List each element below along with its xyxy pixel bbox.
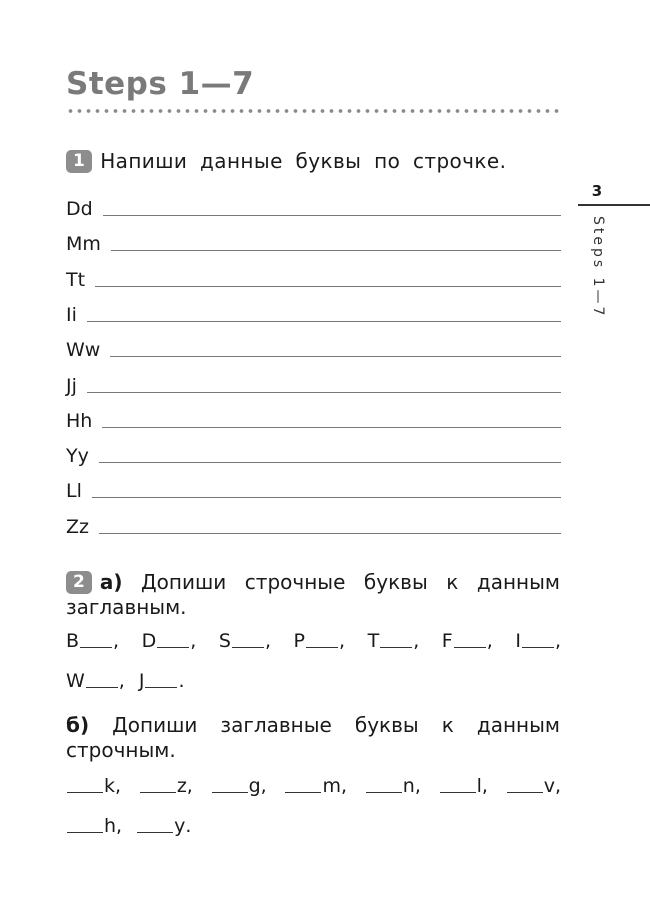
punctuation: , [414,775,421,797]
task-2a-label: а) [99,570,123,594]
fill-blank-item [139,670,185,692]
fill-blank-item [142,630,197,652]
given-letter: l [476,775,482,797]
punctuation: . [185,815,192,837]
fill-blank-item [66,630,119,652]
side-divider [578,204,650,206]
letter-row [66,367,561,397]
writing-line[interactable] [95,286,561,287]
side-section-label: Steps 1—7 [590,216,606,319]
writing-line[interactable] [110,356,561,357]
given-letter: W [66,670,85,692]
writing-line[interactable] [99,533,561,534]
given-letter: k [104,775,116,797]
task-2b-instruction [66,713,560,763]
letter-row [66,402,561,432]
fill-blank-item [515,630,561,652]
letter-pair: Ww [66,339,101,362]
fill-blank-item [66,670,125,692]
letter-row [66,331,561,361]
letter-pair: Jj [66,374,77,397]
dotted-divider [66,108,562,114]
writing-line[interactable] [87,321,561,322]
given-letter: n [402,775,415,797]
fill-blank-item [136,815,191,837]
writing-line[interactable] [99,462,561,463]
fill-blank-item [365,775,421,797]
fill-blank-item [506,775,561,797]
blank-line[interactable] [212,791,248,793]
writing-line[interactable] [92,497,561,498]
letter-pair: Ll [66,480,82,503]
blank-line[interactable] [145,686,177,688]
side-page-number: 3 [591,182,603,200]
fill-blank-item [439,775,488,797]
fill-blank-item [66,815,122,837]
given-letter: D [141,630,157,652]
given-letter: z [176,775,187,797]
task-2b-row-1 [66,775,561,797]
punctuation: , [260,775,267,797]
blank-line[interactable] [67,791,103,793]
given-letter: y [174,815,186,837]
letter-pair: Mm [66,233,101,256]
blank-line[interactable] [86,686,118,688]
punctuation: , [413,630,420,652]
punctuation: , [190,630,197,652]
task-2b-label: б) [66,713,90,737]
task-1-instruction [66,149,560,174]
punctuation: , [113,630,120,652]
task-1-text: Напиши данные буквы по строчке. [100,149,507,173]
letter-row [66,472,561,502]
punctuation: , [486,630,493,652]
punctuation: . [178,670,185,692]
blank-line[interactable] [285,791,321,793]
writing-line[interactable] [87,392,561,393]
letter-pair: Hh [66,409,93,432]
given-letter: F [441,630,453,652]
punctuation: , [554,775,561,797]
punctuation: , [481,775,488,797]
letter-pair: Zz [66,515,89,538]
letter-pair: Yy [66,445,89,468]
page-title: Steps 1—7 [66,66,255,102]
fill-blank-item [294,630,346,652]
task-2a-row-2 [66,670,561,692]
task-2b-row-2 [66,815,561,837]
fill-blank-item [66,775,121,797]
punctuation: , [116,815,123,837]
given-letter: T [367,630,380,652]
fill-blank-item [368,630,420,652]
punctuation: , [264,630,271,652]
letter-row [66,296,561,326]
writing-line[interactable] [103,215,561,216]
letter-pair: Ii [66,303,77,326]
given-letter: h [104,815,117,837]
blank-line[interactable] [80,646,112,648]
punctuation: , [554,630,561,652]
punctuation: , [340,775,348,797]
blank-line[interactable] [232,646,264,648]
task-2a-row-1 [66,630,561,652]
fill-blank-item [211,775,267,797]
letter-row [66,508,561,538]
given-letter: g [248,775,261,797]
blank-line[interactable] [137,831,173,833]
blank-line[interactable] [522,646,554,648]
fill-blank-item [139,775,193,797]
fill-blank-item [219,630,271,652]
blank-line[interactable] [440,791,476,793]
letter-pair: Dd [66,198,93,220]
writing-line[interactable] [102,427,561,428]
fill-blank-item [442,630,493,652]
task-2a-instruction [66,570,560,620]
punctuation: , [339,630,346,652]
blank-line[interactable] [507,791,543,793]
letter-row [66,437,561,467]
writing-line[interactable] [111,250,561,251]
given-letter: B [66,630,80,652]
blank-line[interactable] [380,646,412,648]
task-2b-text: Допиши заглавные буквы к данным строчным. [66,713,560,762]
blank-line[interactable] [454,646,486,648]
given-letter: S [218,630,231,652]
letter-row [66,190,561,220]
given-letter: P [293,630,305,652]
task-2-number-badge: 2 [66,571,92,594]
letter-row [66,261,561,291]
fill-blank-item [284,775,347,797]
given-letter: m [322,775,341,797]
punctuation: , [115,775,122,797]
blank-line[interactable] [140,791,176,793]
task-1-number-badge: 1 [66,150,92,173]
given-letter: J [138,670,145,692]
given-letter: I [515,630,521,652]
blank-line[interactable] [366,791,402,793]
blank-line[interactable] [306,646,338,648]
letter-pair: Tt [66,268,86,291]
blank-line[interactable] [157,646,189,648]
given-letter: v [543,775,555,797]
task-2a-text: Допиши строчные буквы к данным заглавным. [66,570,560,619]
letter-row [66,225,561,255]
punctuation: , [186,775,193,797]
punctuation: , [118,670,125,692]
blank-line[interactable] [67,831,103,833]
